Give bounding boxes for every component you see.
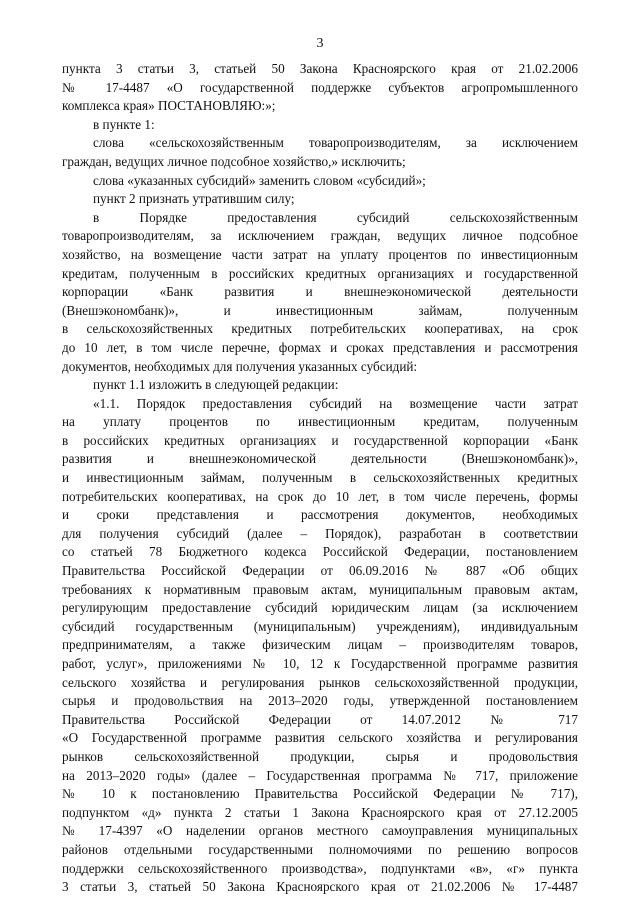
text-line: в российских кредитных организациях и государственной корпорации «Банк bbox=[62, 432, 578, 448]
text-line: до 10 лет, в том числе перечне, формах и сроках представления и рассмотрения bbox=[62, 339, 578, 355]
document-body bbox=[62, 60, 578, 897]
text-line: «О Государственной программе развития сельского хозяйства и регулирования bbox=[62, 730, 578, 746]
text-line: документов, необходимых для получения указанных субсидий: bbox=[62, 358, 418, 374]
text-line: 3 статьи 3, статьей 50 Закона Красноярского края от 21.02.2006 № 17-4487 bbox=[62, 879, 578, 895]
text-line: пункта 3 статьи 3, статьей 50 Закона Красноярского края от 21.02.2006 bbox=[62, 61, 578, 76]
text-line: предпринимателям, а также физическим лицам – производителям товаров, bbox=[62, 637, 578, 653]
text-line: рынков сельскохозяйственной продукции, сырья и продовольствия bbox=[62, 748, 578, 764]
text-line: Правительства Российской Федерации от 06.09.2016 № 887 «Об общих bbox=[62, 563, 578, 579]
text-line: субсидий государственным (муниципальным) учреждениям), индивидуальным bbox=[62, 618, 578, 634]
text-line: пункт 1.1 изложить в следующей редакции: bbox=[93, 377, 339, 393]
text-line: граждан, ведущих личное подсобное хозяйство,» исключить; bbox=[62, 153, 406, 169]
text-line: слова «сельскохозяйственным товаропроизводителям, за исключением bbox=[93, 135, 578, 151]
text-line: корпорации «Банк развития и внешнеэкономической деятельности bbox=[62, 284, 578, 300]
text-line: № 17-4397 «О наделении органов местного самоуправления муниципальных bbox=[62, 823, 578, 839]
text-line: потребительских кооперативах, на срок до 10 лет, в том числе перечень, формы bbox=[62, 488, 578, 504]
text-line: поддержки сельскохозяйственного производства», подпунктами «в», «г» пункта bbox=[62, 860, 578, 876]
text-line: слова «указанных субсидий» заменить словом «субсидий»; bbox=[93, 172, 426, 188]
text-line: развития и внешнеэкономической деятельности (Внешэкономбанк)», bbox=[62, 451, 578, 467]
text-line: пункт 2 признать утратившим силу; bbox=[93, 191, 295, 207]
text-line: и инвестиционным займам, полученным в сельскохозяйственных кредитных bbox=[62, 470, 578, 486]
text-line: в сельскохозяйственных кредитных потребительских кооперативах, на срок bbox=[62, 321, 578, 337]
text-line: работ, услуг», приложениями № 10, 12 к Государственной программе развития bbox=[62, 656, 578, 671]
page-number: 3 bbox=[316, 36, 324, 51]
text-line: в пункте 1: bbox=[93, 116, 155, 132]
text-line: на 2013–2020 годы» (далее – Государственная программа № 717, приложение bbox=[62, 767, 578, 783]
text-line: Правительства Российской Федерации от 14.07.2012 № 717 bbox=[62, 711, 578, 727]
text-line: и сроки представления и рассмотрения документов, необходимых bbox=[62, 507, 578, 523]
text-line: в Порядке предоставления субсидий сельскохозяйственным bbox=[93, 209, 578, 225]
text-line: сельского хозяйства и регулирования рынков сельскохозяйственной продукции, bbox=[62, 674, 578, 690]
text-line: требованиях к нормативным правовым актам, муниципальным правовым актам, bbox=[62, 581, 578, 597]
text-line: комплекса края» ПОСТАНОВЛЯЮ:»; bbox=[62, 98, 276, 114]
text-line: со статьей 78 Бюджетного кодекса Российской Федерации, постановлением bbox=[62, 544, 578, 560]
text-line: кредитам, полученным в российских кредитных организациях и государственной bbox=[62, 265, 578, 281]
text-line: подпунктом «д» пункта 2 статьи 1 Закона Красноярского края от 27.12.2005 bbox=[62, 804, 578, 820]
text-line: регулирующим предоставление субсидий юридическим лицам (за исключением bbox=[62, 600, 578, 616]
text-line: хозяйство, на возмещение части затрат на уплату процентов по инвестиционным bbox=[62, 246, 578, 262]
text-line: сырья и продовольствия на 2013–2020 годы, утвержденной постановлением bbox=[62, 693, 578, 709]
text-line: районов отдельными государственными полномочиями по решению вопросов bbox=[62, 841, 578, 857]
text-line: товаропроизводителям, за исключением граждан, ведущих личное подсобное bbox=[62, 228, 578, 244]
text-line: «1.1. Порядок предоставления субсидий на возмещение части затрат bbox=[93, 395, 578, 411]
text-line: (Внешэкономбанк)», и инвестиционным займам, полученным bbox=[62, 302, 578, 318]
text-line: № 10 к постановлению Правительства Российской Федерации № 717), bbox=[62, 786, 578, 802]
text-line: на уплату процентов по инвестиционным кредитам, полученным bbox=[62, 414, 578, 430]
text-line: для получения субсидий (далее – Порядок), разработан в соответствии bbox=[62, 525, 578, 541]
text-line: № 17-4487 «О государственной поддержке субъектов агропромышленного bbox=[62, 79, 578, 95]
